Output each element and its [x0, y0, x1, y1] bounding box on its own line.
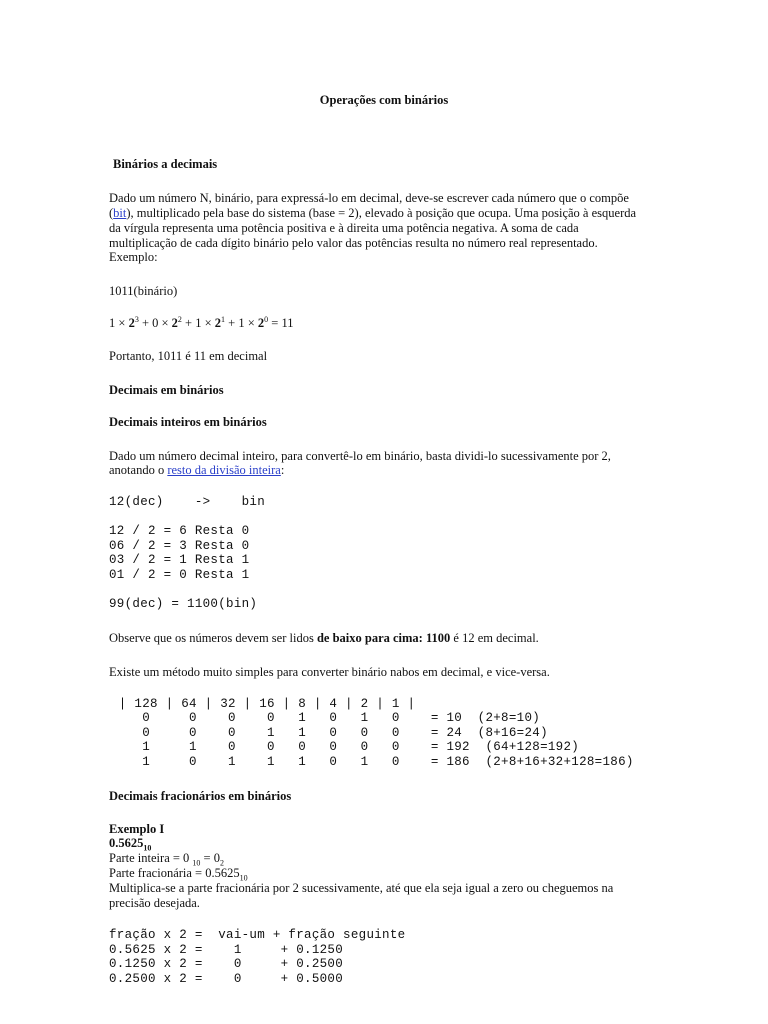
- base-subscript: 10: [192, 858, 201, 868]
- example-number: [109, 836, 151, 851]
- code-line: 01 / 2 = 0 Resta 1: [109, 568, 250, 582]
- formula-exponent: 1: [221, 314, 226, 324]
- paragraph-line: Exemplo:: [109, 250, 158, 264]
- paragraph-text: anotando o: [109, 463, 168, 477]
- table-header-line: | 128 | 64 | 32 | 16 | 8 | 4 | 2 | 1 |: [111, 697, 416, 711]
- base-subscript: 2: [219, 858, 224, 868]
- fraction-part-text: [109, 866, 248, 881]
- example-number-value: 0.5625: [109, 836, 144, 850]
- formula-exponent: 0: [264, 314, 269, 324]
- table-row: 1 1 0 0 0 0 0 0 = 192 (64+128=192): [111, 740, 580, 754]
- code-line: fração x 2 = vai-um + fração seguinte: [109, 928, 406, 942]
- formula-base: 2: [214, 316, 222, 330]
- observe-text: [109, 631, 539, 646]
- conclusion-text: Portanto, 1011 é 11 em decimal: [109, 349, 268, 363]
- page-title: Operações com binários: [319, 93, 449, 107]
- base-subscript: 10: [239, 873, 248, 883]
- paragraph-line: [109, 463, 284, 478]
- method-text: Existe um método muito simples para converter binário nabos em decimal, e vice-versa.: [109, 665, 550, 679]
- paragraph-line: multiplicação de cada dígito binário pelo valor das potências resulta no número real representado.: [109, 236, 598, 250]
- formula-base: 2: [257, 316, 265, 330]
- formula-exponent: 3: [134, 314, 139, 324]
- example-title: Exemplo I: [109, 822, 165, 836]
- bit-link[interactable]: bit: [113, 206, 127, 220]
- formula-term: + 0 ×: [138, 316, 172, 330]
- paragraph-text: ), multiplicado pela base do sistema (base = 2), elevado à posição que ocupa. Uma posição à esquerda: [126, 206, 637, 220]
- formula-term: 1 ×: [109, 316, 129, 330]
- fraction-part-label: Parte fracionária = 0.5625: [109, 866, 240, 880]
- table-row: 1 0 1 1 1 0 1 0 = 186 (2+8+16+32+128=186): [111, 755, 634, 769]
- formula-base: 2: [171, 316, 178, 330]
- heading-decimais-fracionarios: Decimais fracionários em binários: [109, 789, 292, 803]
- base-subscript: 10: [143, 843, 152, 853]
- heading-binarios-a-decimais: Binários a decimais: [113, 157, 218, 171]
- subheading-decimais-inteiros: Decimais inteiros em binários: [109, 415, 267, 429]
- heading-decimais-em-binarios: Decimais em binários: [109, 383, 224, 397]
- observe-bold: de baixo para cima: 1100: [316, 631, 451, 645]
- code-result: 99(dec) = 1100(bin): [109, 597, 258, 611]
- observe-part: Observe que os números devem ser lidos: [109, 631, 317, 645]
- code-line: 12 / 2 = 6 Resta 0: [109, 524, 250, 538]
- example-binary: 1011(binário): [109, 284, 178, 298]
- formula: [109, 316, 293, 331]
- table-row: 0 0 0 1 1 0 0 0 = 24 (8+16=24): [111, 726, 548, 740]
- code-header: 12(dec) -> bin: [109, 495, 266, 509]
- observe-part: é 12 em decimal.: [450, 631, 539, 645]
- paragraph-line: precisão desejada.: [109, 896, 200, 910]
- code-line: 06 / 2 = 3 Resta 0: [109, 539, 250, 553]
- paragraph-line: Dado um número N, binário, para expressá-lo em decimal, deve-se escrever cada número que o compõe: [109, 191, 629, 205]
- formula-term: = 11: [268, 316, 294, 330]
- formula-term: + 1 ×: [225, 316, 258, 330]
- integer-part-value: = 0: [200, 851, 220, 865]
- table-row: 0 0 0 0 1 0 1 0 = 10 (2+8=10): [111, 711, 541, 725]
- code-line: 0.1250 x 2 = 0 + 0.2500: [109, 957, 344, 971]
- paragraph-text: :: [280, 463, 285, 477]
- paren-open: (: [109, 206, 114, 220]
- formula-base: 2: [128, 316, 135, 330]
- formula-exponent: 2: [177, 314, 182, 324]
- code-line: 0.2500 x 2 = 0 + 0.5000: [109, 972, 344, 986]
- integer-part-text: [109, 851, 224, 866]
- paragraph-line: Multiplica-se a parte fracionária por 2 sucessivamente, até que ela seja igual a zero ou cheguemos na: [109, 881, 614, 895]
- code-line: 03 / 2 = 1 Resta 1: [109, 553, 250, 567]
- paragraph-line: Dado um número decimal inteiro, para convertê-lo em binário, basta dividi-lo sucessivamente por 2,: [109, 449, 611, 463]
- code-line: 0.5625 x 2 = 1 + 0.1250: [109, 943, 344, 957]
- resto-divisao-link[interactable]: resto da divisão inteira: [167, 463, 281, 477]
- formula-term: + 1 ×: [181, 316, 215, 330]
- integer-part-label: Parte inteira = 0: [109, 851, 193, 865]
- paragraph-line: [109, 206, 636, 221]
- paragraph-line: da vírgula representa uma potência positiva e à direita uma potência negativa. A soma de cada: [109, 221, 579, 235]
